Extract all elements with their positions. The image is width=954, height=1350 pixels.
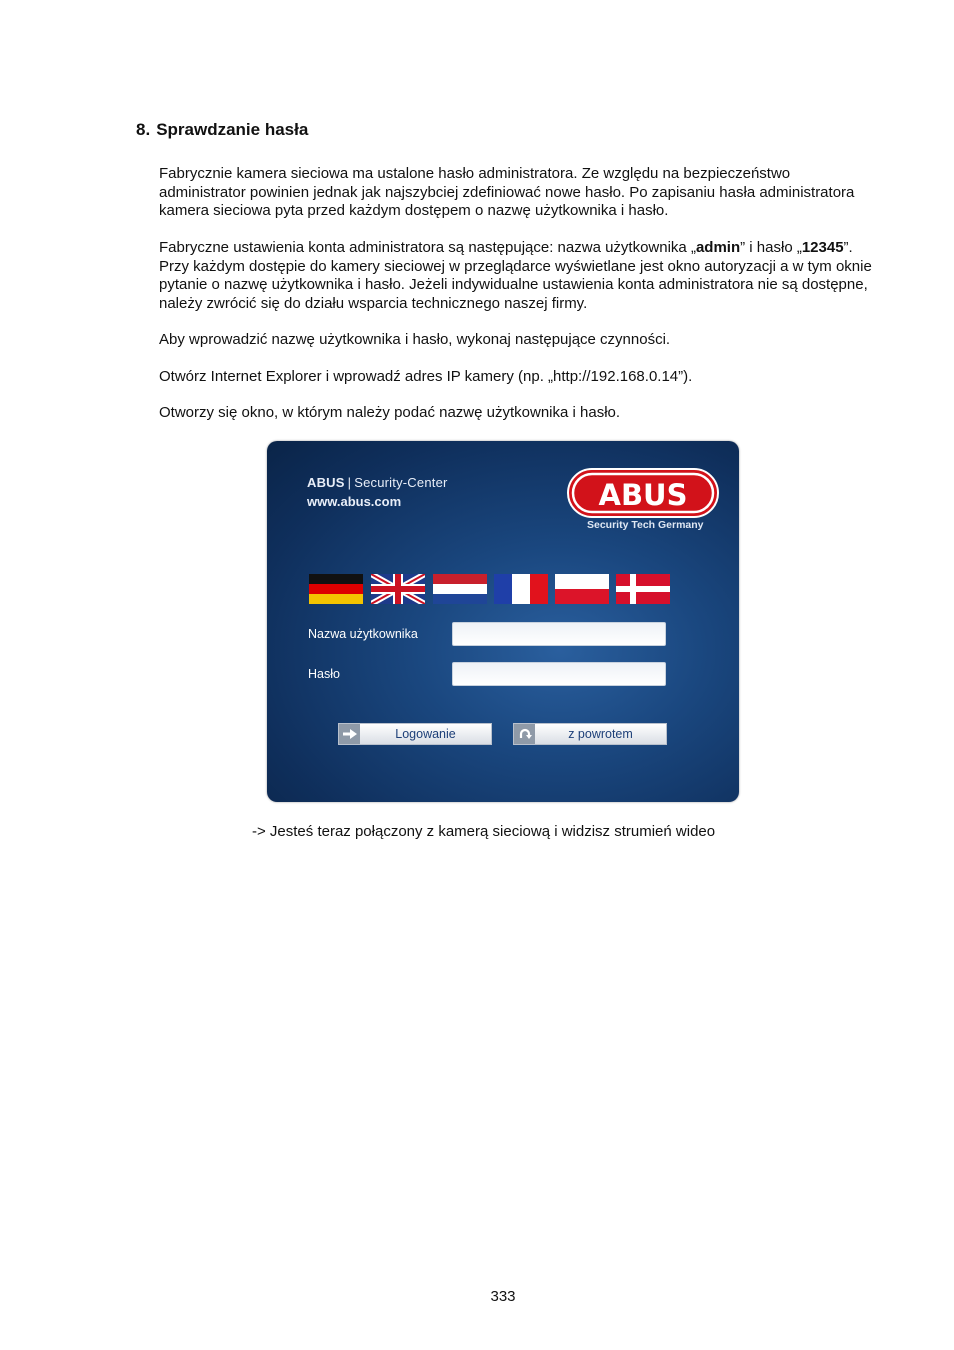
logo-tagline: Security Tech Germany	[587, 519, 704, 531]
credentials-text-1: Fabryczne ustawienia konta administratora są następujące: nazwa użytkownika „	[159, 239, 696, 256]
section-number: 8.	[136, 120, 151, 139]
login-button-label: Logowanie	[395, 727, 456, 741]
credentials-text-2: ” i hasło „	[740, 239, 802, 256]
username-label: Nazwa użytkownika	[308, 627, 418, 641]
back-button[interactable]	[513, 723, 667, 745]
danish-flag-icon[interactable]	[616, 574, 670, 604]
uk-flag-icon[interactable]	[371, 574, 425, 604]
brand-url: www.abus.com	[307, 494, 402, 509]
undo-arrow-icon	[514, 724, 535, 744]
section-title: Sprawdzanie hasła	[156, 120, 309, 139]
abus-logo	[567, 468, 719, 520]
paragraph-intro: Fabrycznie kamera sieciowa ma ustalone hasło administratora. Ze względu na bezpieczeństwo administrator powinien jednak jak najszybciej zdefiniować nowe hasło. Po zapisaniu hasła administratora kamera sieciowa pyta przed każdym dostępem o nazwę użytkownika i hasło.	[159, 165, 855, 219]
password-label: Hasło	[308, 667, 340, 681]
default-username: admin	[695, 239, 741, 256]
login-button[interactable]	[338, 723, 492, 745]
logo-text: ABUS	[598, 478, 688, 512]
paragraph-default-credentials	[159, 239, 879, 313]
paragraph-open-browser: Otwórz Internet Explorer i wprowadź adres IP kamery (np. „http://192.168.0.14”).	[159, 368, 693, 385]
german-flag-icon[interactable]	[309, 574, 363, 604]
page-number: 333	[490, 1288, 516, 1305]
dutch-flag-icon[interactable]	[433, 574, 487, 604]
brand-name: ABUS	[307, 475, 345, 490]
brand-separator: |	[347, 475, 352, 490]
password-input[interactable]	[452, 662, 666, 686]
paragraph-login-window: Otworzy się okno, w którym należy podać nazwę użytkownika i hasło.	[159, 404, 621, 421]
arrow-right-icon	[339, 724, 360, 744]
section-heading	[136, 120, 308, 140]
french-flag-icon[interactable]	[494, 574, 548, 604]
brand-line	[307, 475, 448, 490]
result-caption: -> Jesteś teraz połączony z kamerą sieciową i widzisz strumień wideo	[252, 823, 716, 840]
default-password: 12345	[801, 239, 844, 256]
credentials-text-3: ”. Przy każdym dostępie do kamery sieciowej w przeglądarce wyświetlane jest okno autoryzacji a w tym oknie pytanie o nazwę użytkownika i hasło. Jeżeli indywidualne ustawienia konta administratora nie są dostępne, należy zwrócić się do działu wsparcia technicznego naszej firmy.	[159, 239, 872, 312]
login-panel-screenshot	[267, 441, 739, 802]
polish-flag-icon[interactable]	[555, 574, 609, 604]
product-name: Security-Center	[354, 475, 448, 490]
username-input[interactable]	[452, 622, 666, 646]
paragraph-steps-intro: Aby wprowadzić nazwę użytkownika i hasło, wykonaj następujące czynności.	[159, 331, 671, 348]
back-button-label: z powrotem	[568, 727, 633, 741]
